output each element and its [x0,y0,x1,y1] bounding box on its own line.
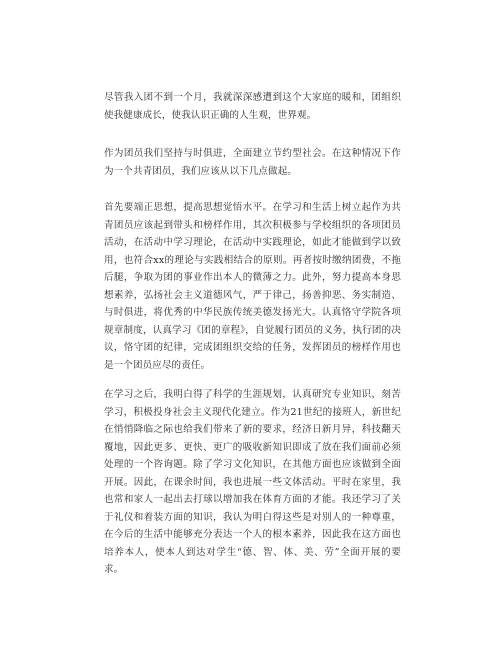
paragraph-frugal-society: 作为团员我们坚持与时俱进，全面建立节约型社会。在这种情况下作为一个共青团员，我们应该从以下几点做起。 [104,148,401,177]
paragraph-joining-league: 尽管我入团不到一个月，我就深深感遭到这个大家庭的暖和，团组织使我健康成长，使我认识正确的人生观，世界观。 [104,92,401,121]
paragraph-study-plan: 在学习之后，我明白得了科学的生涯规划，认真研究专业知识，刻苦学习，积极投身社会主义现代化建立。作为21世纪的接班人，新世纪在悄悄降临之际也给我们带来了新的要求，经济日新月异，科技翻天覆地，因此更多、更快、更广的吸收新知识即成了放在我们面前必须处理的一个咨询题。除了学习文化知识，在其他方面也应该做到全面开展。因此，在课余时间，我也进展一些文体活动。平时在家里，我也常和家人一起出去打球以增加我在体育方面的才能。我还学习了关于礼仪和着装方面的知识，我认为明白得这些是对别人的一种尊重，在今后的生活中能够充分表达一个人的根本素养，因此我在这方面也培养本人，使本人到达对学生“德、智、体、美、劳”全面开展的要求。 [104,389,401,575]
paragraph-correct-thinking: 首先要端正思想，提高思想觉悟水平。在学习和生活上树立起作为共青团员应该起到带头和榜样作用，其次积极参与学校组织的各项团员活动，在活动中学习理论，在活动中实践理论，如此才能做到学以致用，也符合xx的理论与实践相结合的原则。再者按时缴纳团费，不拖后腿，争取为团的事业作出本人的微薄之力。此外，努力提高本身思想素养，弘扬社会主义道德风气，严于律己，扬善抑恶、务实制造、与时俱进，将优秀的中华民族传统美德发扬光大。认真恪守学院各项规章制度，认真学习《团的章程》，自觉履行团员的义务，执行团的决议，恪守团的纪律，完成团组织交给的任务，发挥团员的榜样作用也是一个团员应尽的责任。 [104,202,401,371]
